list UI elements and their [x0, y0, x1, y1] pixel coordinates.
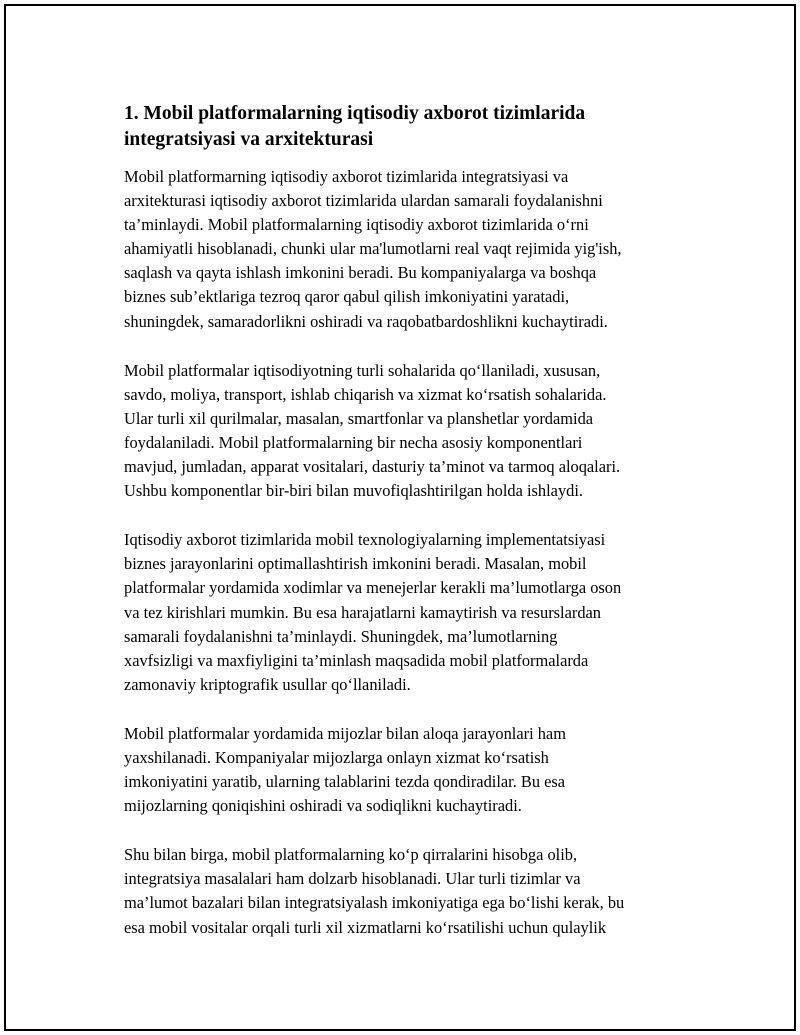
text-line: Mobil platformarning iqtisodiy axborot tizimlarida integratsiyasi va: [124, 167, 569, 186]
paragraph: [124, 528, 704, 697]
text-line: Mobil platformalar yordamida mijozlar bilan aloqa jarayonlari ham: [124, 723, 566, 743]
section-heading: [124, 101, 704, 153]
document-body: [124, 101, 704, 965]
text-line: imkoniyatini yaratib, ularning talablarini tezda qondiradilar. Bu esa: [124, 772, 566, 792]
text-line: xavfsizligi va maxfiyligini ta’minlash maqsadida mobil platformalarda: [124, 650, 589, 670]
heading-line: integratsiyasi va arxitekturasi: [124, 129, 374, 150]
text-line: mijozlarning qoniqishini oshiradi va sodiqlikni kuchaytiradi.: [124, 796, 522, 816]
text-line: Shu bilan birga, mobil platformalarning ko‘p qirralarini hisobga olib,: [124, 845, 578, 865]
text-line: ahamiyatli hisoblanadi, chunki ular ma'lumotlarni real vaqt rejimida yig'ish,: [124, 239, 622, 259]
paragraph: [124, 165, 704, 334]
paragraph: [124, 843, 704, 939]
text-line: ma’lumot bazalari bilan integratsiyalash imkoniyatiga ega bo‘lishi kerak, bu: [124, 893, 625, 913]
text-line: yaxshilanadi. Kompaniyalar mijozlarga onlayn xizmat ko‘rsatish: [124, 747, 549, 767]
text-line: Ular turli xil qurilmalar, masalan, smartfonlar va planshetlar yordamida: [124, 408, 594, 428]
paragraph: [124, 722, 704, 818]
text-line: biznes sub’ektlariga tezroq qaror qabul qilish imkoniyatini yaratadi,: [124, 287, 570, 307]
text-line: biznes jarayonlarini optimallashtirish imkonini beradi. Masalan, mobil: [124, 554, 587, 574]
text-line: ta’minlaydi. Mobil platformalarning iqtisodiy axborot tizimlarida o‘rni: [124, 215, 589, 235]
text-line: savdo, moliya, transport, ishlab chiqarish va xizmat ko‘rsatish sohalarida.: [124, 384, 607, 404]
text-line: mavjud, jumladan, apparat vositalari, dasturiy ta’minot va tarmoq aloqalari.: [124, 457, 621, 477]
text-line: Ushbu komponentlar bir-biri bilan muvofiqlashtirilgan holda ishlaydi.: [124, 481, 583, 501]
text-line: samarali foydalanishni ta’minlaydi. Shuningdek, ma’lumotlarning: [124, 626, 558, 646]
text-line: zamonaviy kriptografik usullar qo‘llaniladi.: [124, 674, 411, 694]
document-page: [4, 4, 796, 1031]
text-line: platformalar yordamida xodimlar va menejerlar kerakli ma’lumotlarga oson: [124, 578, 622, 598]
text-line: esa mobil vositalar orqali turli xil xizmatlarni ko‘rsatilishi uchun qulaylik: [124, 917, 607, 937]
text-line: foydalaniladi. Mobil platformalarning bir necha asosiy komponentlari: [124, 432, 583, 452]
text-line: saqlash va qayta ishlash imkonini beradi. Bu kompaniyalarga va boshqa: [124, 263, 597, 283]
text-line: Iqtisodiy axborot tizimlarida mobil texnologiyalarning implementatsiyasi: [124, 530, 606, 550]
paragraph: [124, 359, 704, 504]
text-line: integratsiya masalalari ham dolzarb hisoblanadi. Ular turli tizimlar va: [124, 869, 581, 889]
text-line: arxitekturasi iqtisodiy axborot tizimlarida ulardan samarali foydalanishni: [124, 191, 603, 211]
text-line: shuningdek, samaradorlikni oshiradi va raqobatbardoshlikni kuchaytiradi.: [124, 311, 608, 331]
text-line: Mobil platformalar iqtisodiyotning turli sohalarida qo‘llaniladi, xususan,: [124, 360, 601, 380]
heading-line: 1. Mobil platformalarning iqtisodiy axborot tizimlarida: [124, 103, 586, 124]
text-line: va tez kirishlari mumkin. Bu esa harajatlarni kamaytirish va resurslardan: [124, 602, 601, 622]
